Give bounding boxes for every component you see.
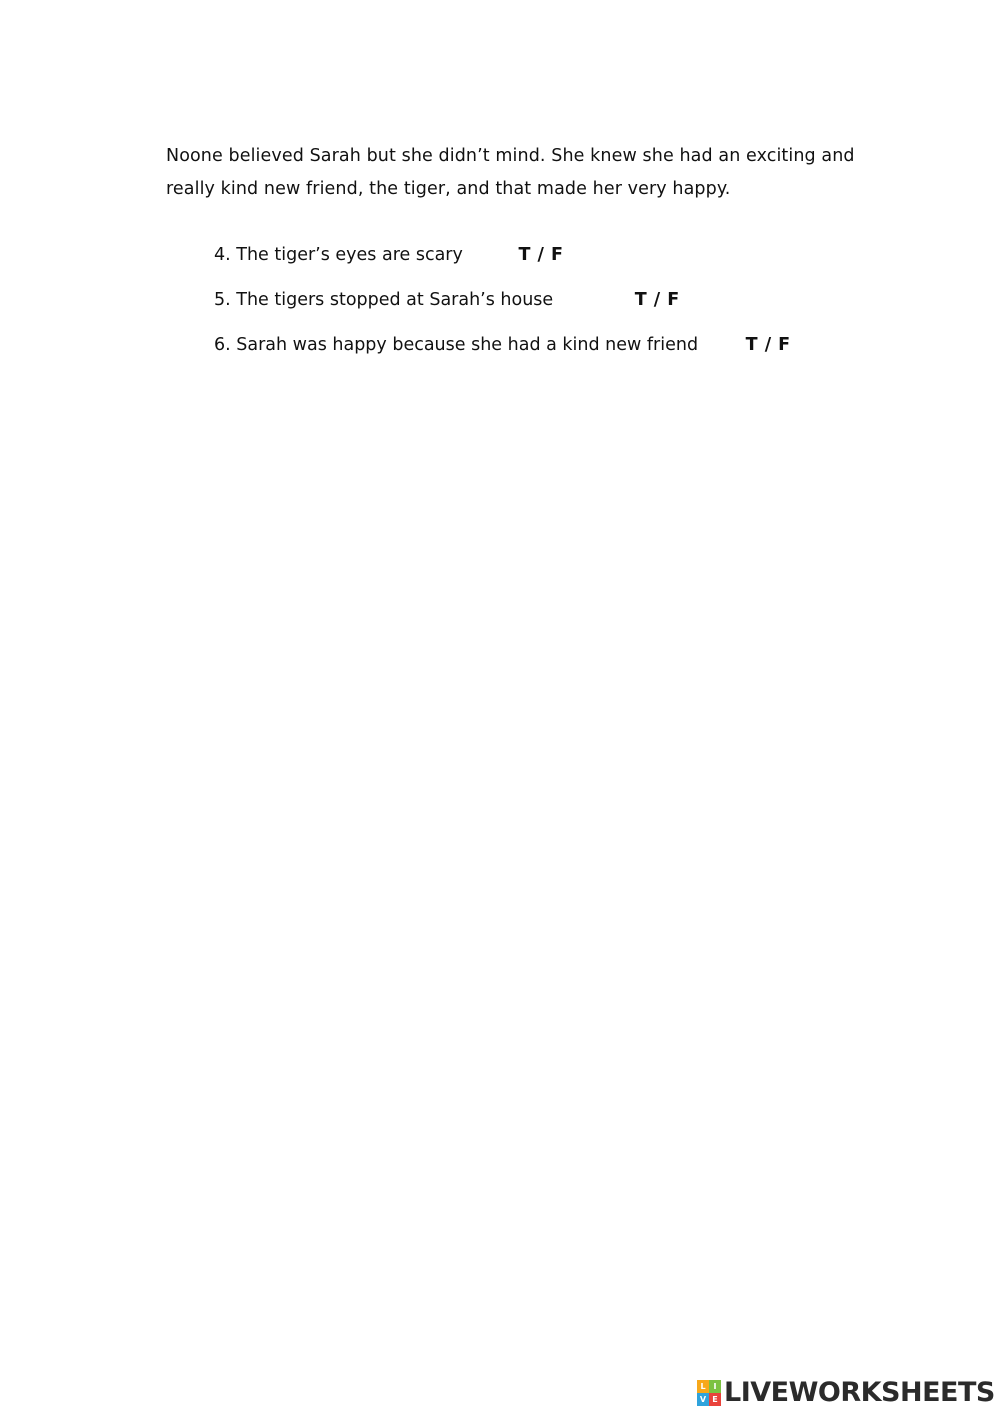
true-false-answer[interactable]: T / F [518, 245, 564, 265]
question-item [214, 334, 791, 356]
question-text: 4. The tiger’s eyes are scary [214, 245, 463, 265]
logo-mark-tile: V [697, 1393, 709, 1406]
logo-wordmark: LIVEWORKSHEETS [724, 1377, 995, 1408]
story-paragraph: Noone believed Sarah but she didn’t mind. She knew she had an exciting and really kind new friend, the tiger, and that made her very happy. [166, 146, 855, 199]
logo-mark-tile: I [709, 1380, 721, 1393]
question-text: 5. The tigers stopped at Sarah’s house [214, 290, 554, 310]
logo-mark-tile: L [697, 1380, 709, 1393]
liveworksheets-logo [697, 1377, 995, 1409]
liveworksheets-logo-icon [697, 1380, 721, 1406]
question-text: 6. Sarah was happy because she had a kind new friend [214, 335, 699, 355]
true-false-answer[interactable]: T / F [634, 290, 680, 310]
question-item [214, 289, 680, 311]
true-false-answer[interactable]: T / F [745, 335, 791, 355]
question-item [214, 244, 563, 266]
logo-mark-tile: E [709, 1393, 721, 1406]
